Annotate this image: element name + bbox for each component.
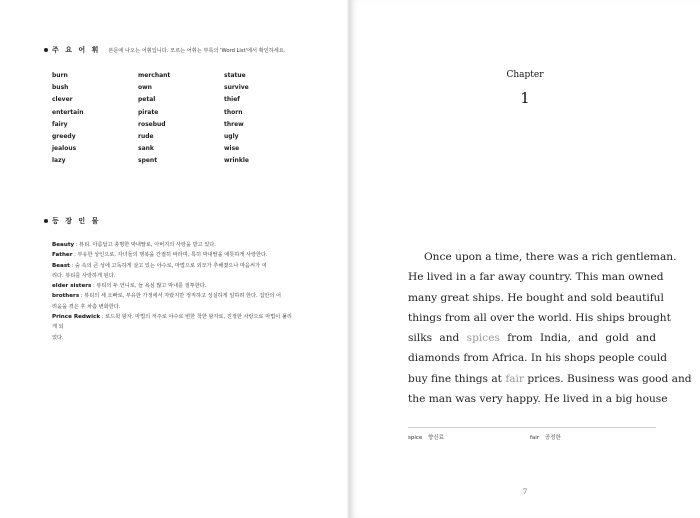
vocab-word: survive [224, 84, 249, 92]
vocab-word: entertain [52, 108, 84, 116]
vocab-word: fairy [52, 120, 68, 128]
vocab-word: jealous [52, 145, 77, 153]
character-description: : 뷰티. 아름답고 총명한 막내딸로, 아버지의 사랑을 받고 있다. [74, 242, 216, 248]
footnote-word: spice [408, 435, 423, 441]
vocab-word: greedy [52, 132, 76, 140]
vocab-word: statue [224, 72, 246, 79]
right-page [350, 0, 700, 518]
vocab-word: thief [224, 96, 240, 104]
vocab-word: threw [224, 120, 244, 128]
vocab-word: bush [52, 84, 69, 92]
character-description: : 뷰티의 두 언니로, 늘 욕심 많고 막내를 질투한다. [91, 283, 207, 290]
vocab-word: rosebud [138, 120, 166, 128]
story-line [408, 348, 668, 368]
vocab-word: clever [52, 96, 73, 104]
story-line [408, 369, 692, 389]
vocab-word: merchant [138, 72, 171, 79]
character-name: Father [52, 252, 73, 259]
character-entry [52, 250, 292, 260]
story-text [408, 247, 692, 409]
vocab-word: lazy [52, 157, 66, 165]
character-entry [52, 302, 292, 312]
character-entry [52, 281, 292, 291]
vocab-word: sank [138, 145, 154, 153]
story-line [408, 247, 677, 267]
story-segment: from India, and gold and [499, 332, 656, 345]
chapter-number: 1 [520, 89, 530, 107]
story-line [408, 288, 664, 308]
vocab-word: spent [138, 157, 158, 165]
glossed-word: fair [505, 372, 525, 385]
vocab-word: wise [224, 145, 240, 153]
page-number: 7 [522, 487, 528, 496]
footnote-meaning: 공정한 [544, 435, 561, 441]
character-name: Prince Redwick [52, 314, 101, 321]
characters-heading-text: 등 장 인 물 [52, 217, 101, 225]
story-line [408, 389, 668, 409]
character-entry [52, 271, 292, 281]
vocab-word: petal [138, 96, 156, 104]
character-description: : 로드윅 왕자. 마법의 저주로 야수로 변한 착한 왕자로, 진정한 사랑으로 마법이 풀리게 되 [52, 314, 292, 331]
character-description: 었다. [52, 334, 64, 341]
character-description: 리다. 뷰티를 사랑하게 된다. [52, 272, 116, 279]
character-name: brothers [52, 293, 80, 300]
vocab-word: rude [138, 132, 154, 140]
footnote-word: fair [530, 435, 540, 441]
character-description: 려움을 겪은 후 차츰 변화한다. [52, 303, 121, 310]
footnote-meaning: 향신료 [428, 435, 444, 441]
story-segment: the man was very happy. He lived in a big house [408, 393, 668, 406]
story-segment: He lived in a far away country. This man owned [408, 271, 664, 284]
story-segment: buy fine things at [408, 372, 506, 385]
story-segment: diamonds from Africa. In his shops people could [408, 352, 668, 365]
character-name: Beauty [52, 242, 75, 248]
story-segment: many great ships. He bought and sold beautiful [408, 291, 664, 304]
character-entry [52, 333, 292, 343]
vocab-heading-text: 주 요 어 휘 [52, 46, 101, 54]
character-name: Beast [52, 262, 70, 269]
vocab-word: ugly [224, 132, 239, 140]
vocab-grid [52, 71, 292, 166]
footnote-spice [408, 433, 444, 441]
story-segment: prices. Business was good and [524, 372, 692, 385]
vocab-word: own [138, 84, 152, 92]
vocab-word: thorn [224, 108, 243, 116]
character-description: : 부유한 상인으로, 자녀들의 행복을 간절히 바라며, 특히 막내딸을 애틋하게 사랑한다. [72, 252, 268, 259]
bullet-icon [44, 48, 48, 52]
vocab-word: wrinkle [224, 157, 249, 165]
story-line [408, 328, 656, 348]
character-description: : 뷰티의 세 오빠로, 부유한 가정에서 자랐지만 정직하고 성실하게 일하려 한다. 집안의 어 [79, 293, 282, 300]
character-entry [52, 261, 292, 271]
footnote-divider [408, 427, 656, 428]
vocab-heading [44, 45, 285, 55]
footnote-fair [530, 433, 561, 441]
vocab-note: 본문에 나오는 어휘입니다. 모르는 어휘는 부록의 'Word List'에서 확인하세요. [108, 47, 286, 54]
characters-heading [44, 216, 100, 226]
character-name: elder sisters [52, 283, 92, 290]
bullet-icon [44, 219, 48, 223]
character-entry [52, 291, 292, 301]
vocab-word: burn [52, 72, 68, 79]
character-entry [52, 240, 292, 250]
glossed-word: spices [466, 332, 500, 345]
story-segment: Once upon a time, there was a rich gentleman. [424, 251, 677, 263]
story-segment: silks and [408, 332, 467, 345]
story-line [408, 308, 671, 328]
character-description: : 숲 속의 큰 성에 고독하게 살고 있는 야수로, 마법으로 외모가 추해졌으나 마음씨가 여 [69, 262, 267, 269]
vocab-word: pirate [138, 108, 159, 116]
characters-list [52, 240, 292, 343]
chapter-label: Chapter [506, 70, 544, 80]
character-entry [52, 312, 292, 333]
story-segment: things from all over the world. His ships brought [408, 311, 671, 324]
story-line [408, 267, 664, 287]
